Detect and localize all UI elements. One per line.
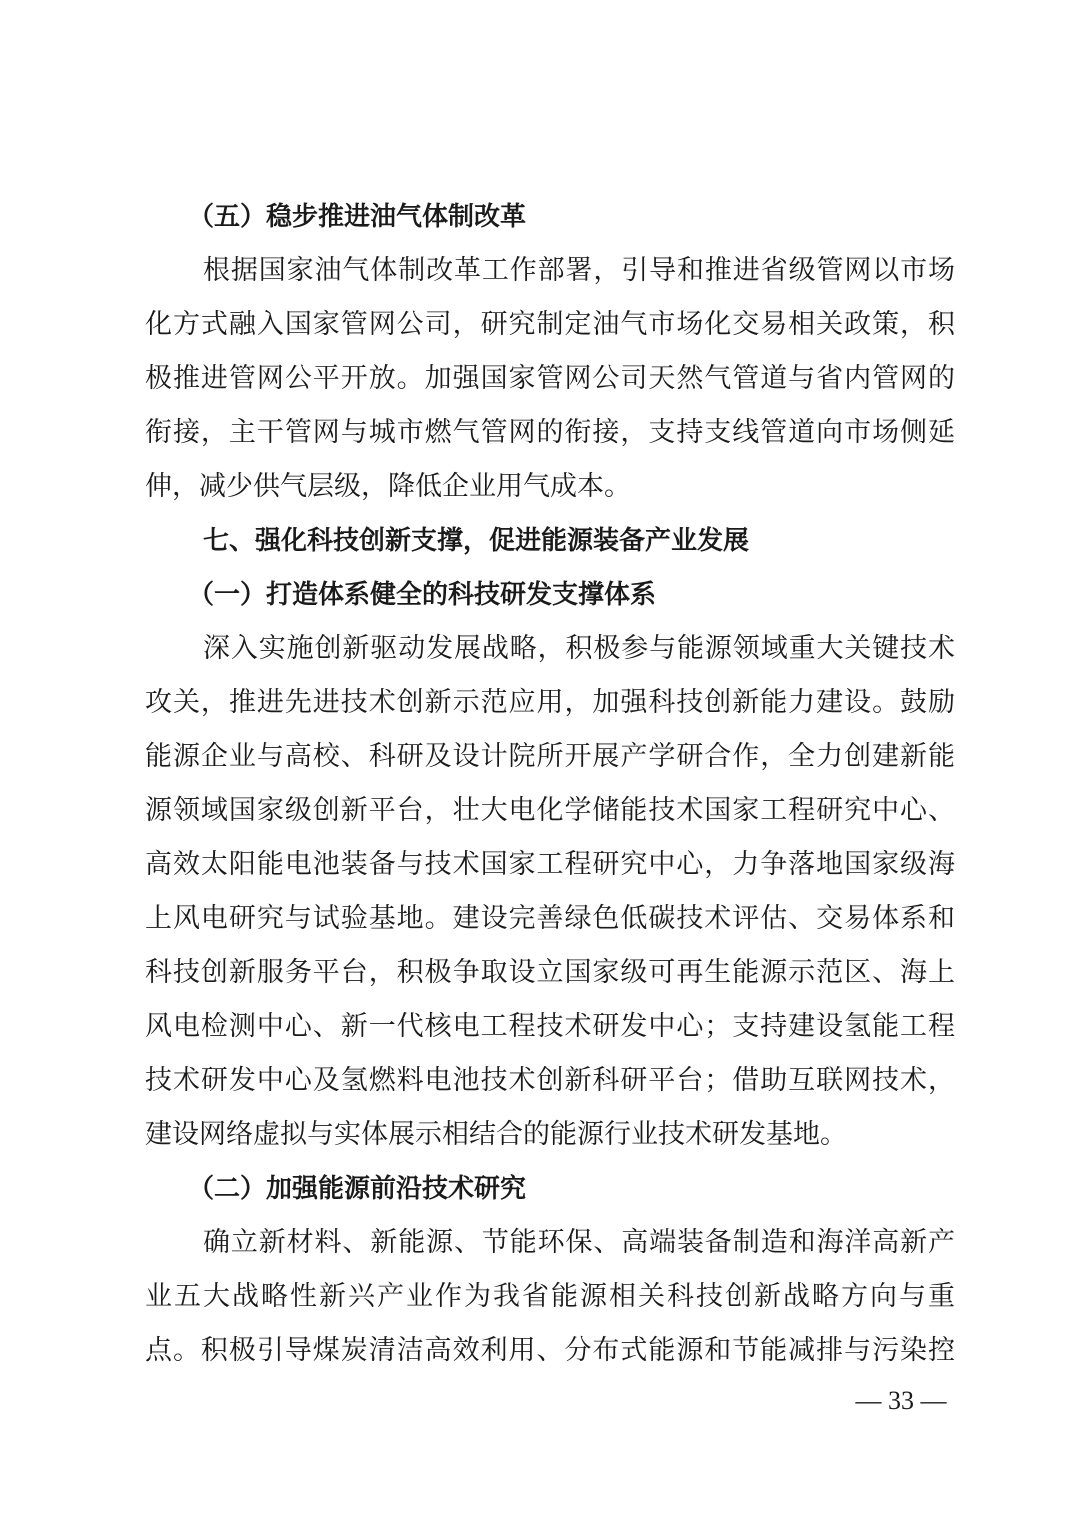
paragraph-line: 高效太阳能电池装备与技术国家工程研究中心，力争落地国家级海 bbox=[145, 849, 955, 880]
paragraph-line: 点。积极引导煤炭清洁高效利用、分布式能源和节能减排与污染控 bbox=[145, 1335, 955, 1366]
page-number: — 33 — bbox=[855, 1386, 947, 1415]
paragraph-line: 业五大战略性新兴产业作为我省能源相关科技创新战略方向与重 bbox=[145, 1281, 955, 1312]
subsection-heading: （一）打造体系健全的科技研发支撑体系 bbox=[188, 580, 657, 610]
paragraph-line: 深入实施创新驱动发展战略，积极参与能源领域重大关键技术 bbox=[203, 633, 955, 664]
paragraph-line: 根据国家油气体制改革工作部署，引导和推进省级管网以市场 bbox=[203, 255, 955, 286]
section-heading: 七、强化科技创新支撑，促进能源装备产业发展 bbox=[203, 526, 750, 556]
paragraph-line: 源领域国家级创新平台，壮大电化学储能技术国家工程研究中心、 bbox=[145, 795, 955, 826]
paragraph-line: 伸，减少供气层级，降低企业用气成本。 bbox=[145, 471, 631, 502]
paragraph-line: 风电检测中心、新一代核电工程技术研发中心；支持建设氢能工程 bbox=[145, 1011, 955, 1042]
subsection-heading: （二）加强能源前沿技术研究 bbox=[188, 1174, 527, 1204]
paragraph-line: 衔接，主干管网与城市燃气管网的衔接，支持支线管道向市场侧延 bbox=[145, 417, 955, 448]
paragraph-line: 技术研发中心及氢燃料电池技术创新科研平台；借助互联网技术， bbox=[145, 1065, 955, 1096]
paragraph-line: 能源企业与高校、科研及设计院所开展产学研合作，全力创建新能 bbox=[145, 741, 955, 772]
paragraph-line: 化方式融入国家管网公司，研究制定油气市场化交易相关政策，积 bbox=[145, 309, 955, 340]
paragraph-line: 上风电研究与试验基地。建设完善绿色低碳技术评估、交易体系和 bbox=[145, 903, 955, 934]
paragraph-line: 极推进管网公平开放。加强国家管网公司天然气管道与省内管网的 bbox=[145, 363, 955, 394]
paragraph-line: 攻关，推进先进技术创新示范应用，加强科技创新能力建设。鼓励 bbox=[145, 687, 955, 718]
subsection-heading: （五）稳步推进油气体制改革 bbox=[188, 202, 527, 232]
paragraph-line: 科技创新服务平台，积极争取设立国家级可再生能源示范区、海上 bbox=[145, 957, 955, 988]
paragraph-line: 确立新材料、新能源、节能环保、高端装备制造和海洋高新产 bbox=[203, 1227, 955, 1258]
paragraph-line: 建设网络虚拟与实体展示相结合的能源行业技术研发基地。 bbox=[145, 1119, 847, 1150]
